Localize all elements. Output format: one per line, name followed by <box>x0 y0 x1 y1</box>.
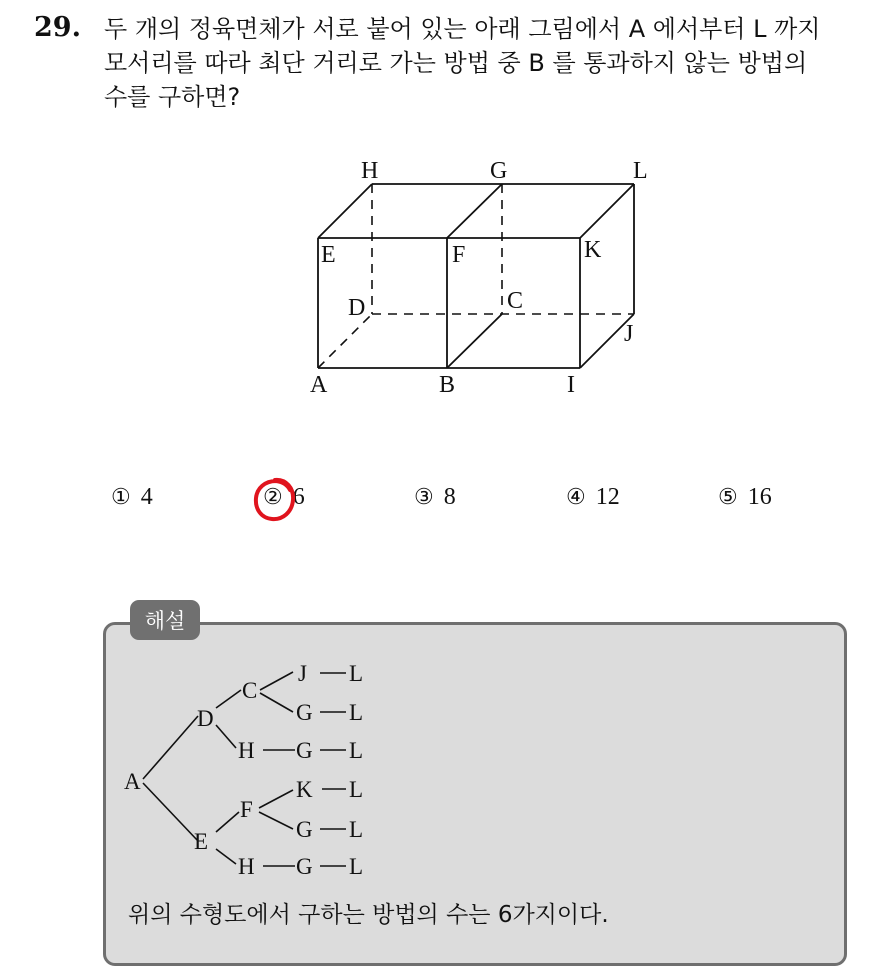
branch-A-E <box>143 783 198 841</box>
choice-2-value: 6 <box>292 484 305 510</box>
tree-node-K: K <box>296 777 313 802</box>
tree-node-G: G <box>296 738 313 763</box>
tree-node-H: H <box>238 738 255 763</box>
tree-node-L: L <box>349 738 364 763</box>
question-number: 29. <box>34 12 81 43</box>
branch-E-H <box>216 849 236 864</box>
choice-4-number: ④ <box>566 485 586 510</box>
branch-A-D <box>143 716 198 779</box>
label-K: K <box>584 237 602 263</box>
tree-node-A: A <box>124 769 141 794</box>
branch-D-C <box>216 690 241 708</box>
tree-node-C: C <box>242 678 258 703</box>
tree-node-G: G <box>296 700 313 725</box>
choice-1-value: 4 <box>140 484 153 510</box>
label-G: G <box>490 158 508 184</box>
choice-3-number: ③ <box>414 485 434 510</box>
choice-4-value: 12 <box>595 484 620 510</box>
label-L: L <box>633 158 648 184</box>
branch-C-G <box>260 693 293 712</box>
tree-node-J: J <box>298 661 307 686</box>
label-J: J <box>624 321 634 347</box>
label-B: B <box>439 372 456 398</box>
choice-2-number: ② <box>263 485 283 510</box>
tree-node-L: L <box>349 700 364 725</box>
tree-node-L: L <box>349 777 364 802</box>
choice-5-number: ⑤ <box>718 485 738 510</box>
branch-F-G <box>259 812 293 829</box>
branch-E-F <box>216 812 239 832</box>
tree-node-G: G <box>296 854 313 879</box>
label-A: A <box>310 372 328 398</box>
choice-1-number: ① <box>111 485 131 510</box>
branch-D-H <box>216 725 236 748</box>
tree-node-F: F <box>240 797 253 822</box>
solution-tab-label: 해설 <box>130 600 200 640</box>
tree-node-L: L <box>349 661 364 686</box>
branch-C-J <box>260 672 293 690</box>
question-line-1: 두 개의 정육면체가 서로 붙어 있는 아래 그림에서 A 에서부터 L 까지 <box>104 15 821 43</box>
tree-node-G: G <box>296 817 313 842</box>
label-E: E <box>321 242 336 268</box>
question-line-3: 수를 구하면? <box>104 83 241 111</box>
tree-node-L: L <box>349 817 364 842</box>
choice-3-value: 8 <box>443 484 456 510</box>
tree-node-E: E <box>194 829 209 854</box>
question-line-2: 모서리를 따라 최단 거리로 가는 방법 중 B 를 통과하지 않는 방법의 <box>104 49 808 77</box>
label-I: I <box>567 372 575 398</box>
label-C: C <box>507 288 524 314</box>
label-D: D <box>348 295 366 321</box>
branch-F-K <box>259 790 293 808</box>
tree-node-D: D <box>197 706 214 731</box>
tree-node-L: L <box>349 854 364 879</box>
choice-5-value: 16 <box>747 484 772 510</box>
solution-conclusion: 위의 수형도에서 구하는 방법의 수는 6가지이다. <box>128 902 609 928</box>
label-F: F <box>452 242 466 268</box>
label-H: H <box>361 158 379 184</box>
tree-node-H: H <box>238 854 255 879</box>
